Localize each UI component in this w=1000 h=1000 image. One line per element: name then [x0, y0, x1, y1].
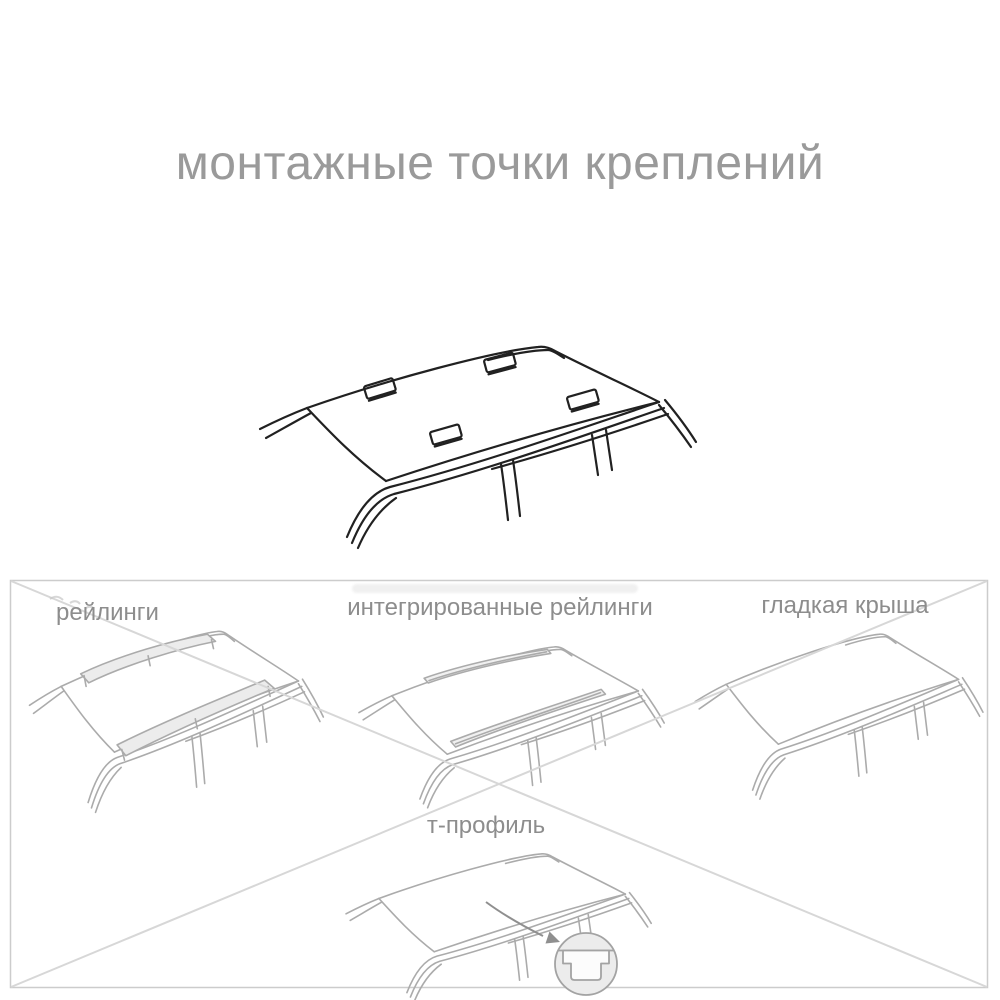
label-t-profile: т-профиль — [426, 812, 546, 839]
main-roof-diagram — [260, 347, 696, 548]
page-title: монтажные точки креплений — [175, 137, 825, 190]
label-smooth-roof: гладкая крыша — [761, 592, 929, 619]
mounting-point-tabs — [364, 352, 600, 446]
car-roof-outline — [260, 347, 696, 548]
t-slot-cross-section-icon — [555, 933, 617, 995]
artifact-smudge — [352, 584, 638, 593]
label-raised-rails: рейлинги — [56, 599, 159, 626]
mount-types-panel — [11, 581, 988, 1000]
label-integrated-rails: интегрированные рейлинги — [347, 594, 653, 621]
